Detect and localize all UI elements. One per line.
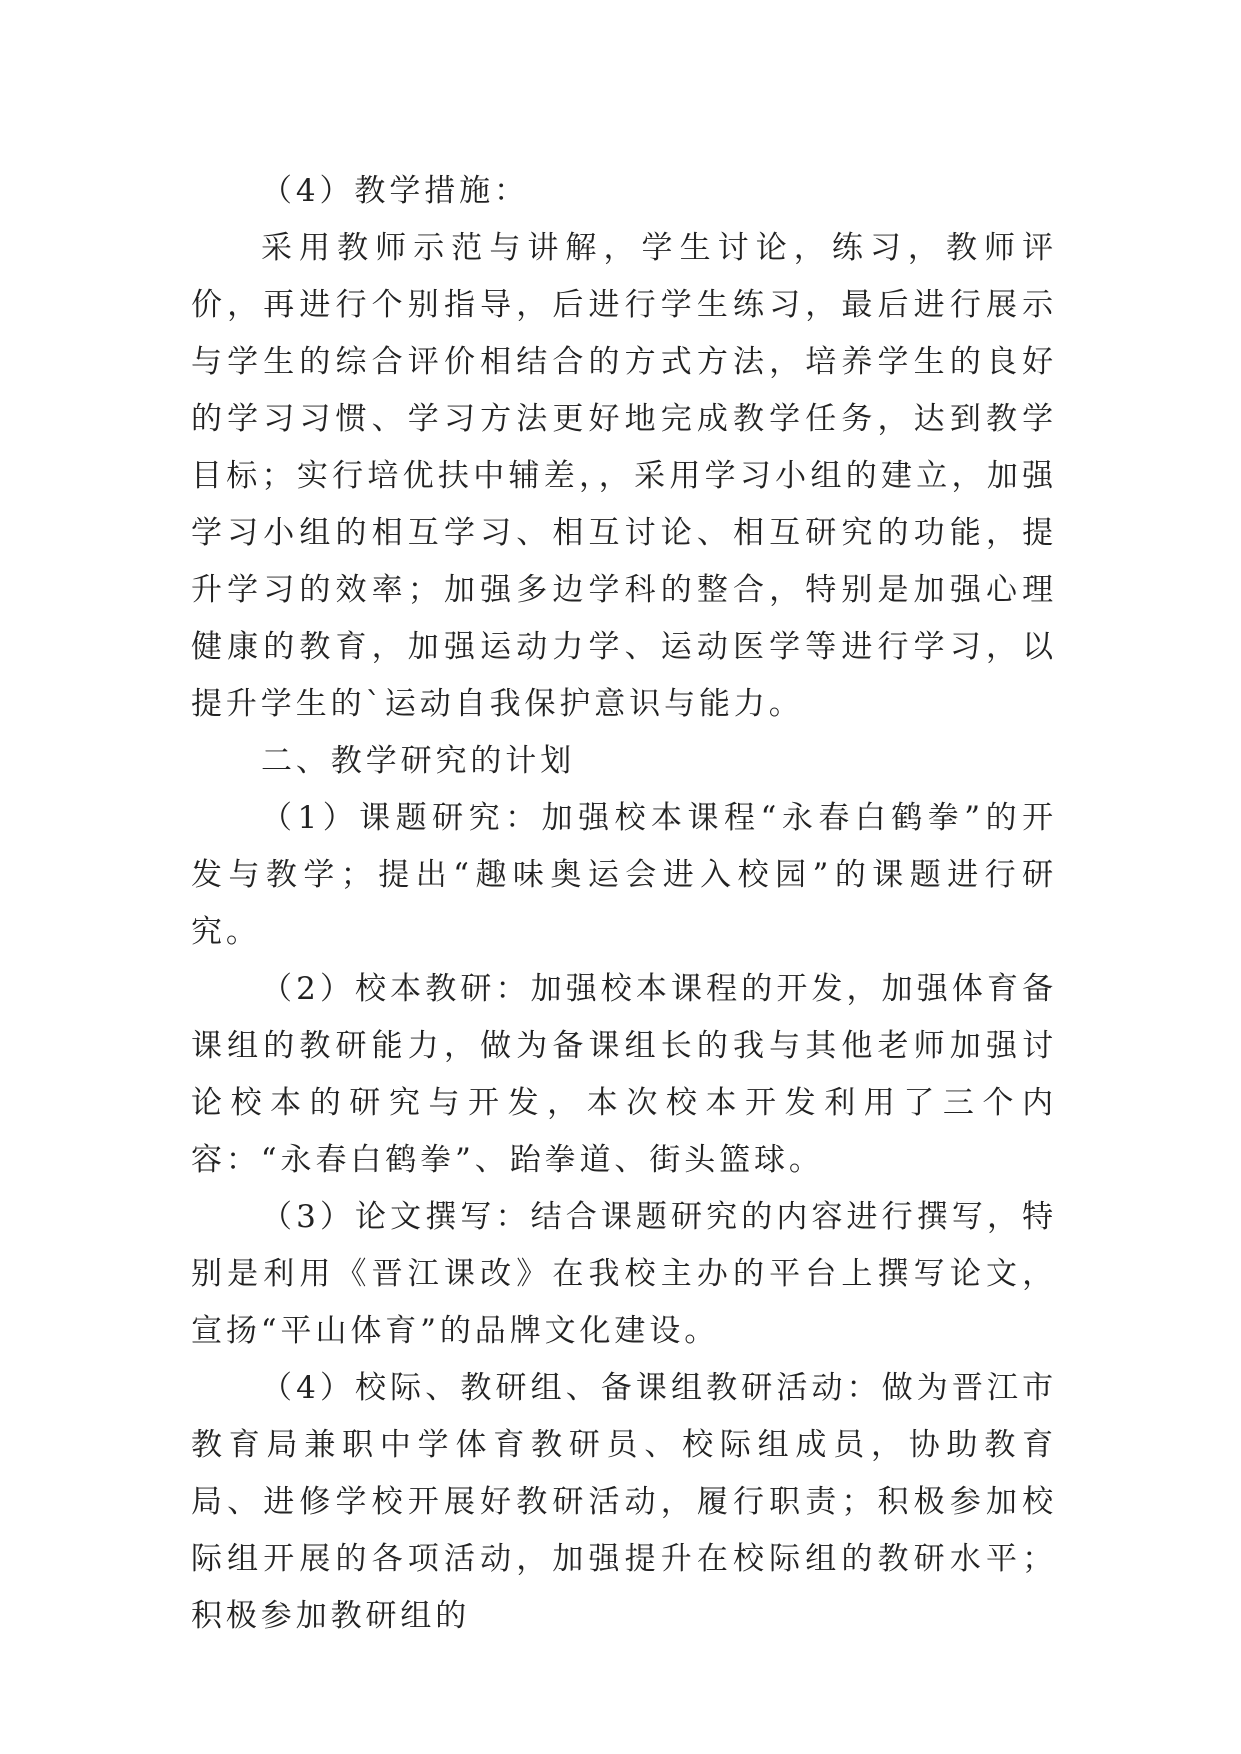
document-body: [191, 163, 1057, 1645]
paragraph-school-based-research: （2）校本教研：加强校本课程的开发，加强体育备课组的教研能力，做为备课组长的我与其他老师加强讨论校本的研究与开发，本次校本开发利用了三个内容：“永春白鹤拳”、跆拳道、街头篮球。: [191, 971, 1057, 1178]
paragraph-teaching-measures-body: 采用教师示范与讲解，学生讨论，练习，教师评价，再进行个别指导，后进行学生练习，最后进行展示与学生的综合评价相结合的方式方法，培养学生的良好的学习习惯、学习方法更好地完成教学任务，达到教学目标；实行培优扶中辅差，，采用学习小组的建立，加强学习小组的相互学习、相互讨论、相互研究的功能，提升学习的效率；加强多边学科的整合，特别是加强心理健康的教育，加强运动力学、运动医学等进行学习，以提升学生的`运动自我保护意识与能力。: [191, 230, 1057, 722]
paragraph-teaching-measures-heading: （4）教学措施：: [261, 173, 529, 209]
section-heading-research-plan: 二、教学研究的计划: [261, 743, 576, 779]
paragraph-topic-research: （1）课题研究：加强校本课程“永春白鹤拳”的开发与教学；提出“趣味奥运会进入校园”的课题进行研究。: [191, 800, 1057, 950]
paragraph-research-activities: （4）校际、教研组、备课组教研活动：做为晋江市教育局兼职中学体育教研员、校际组成员，协助教育局、进修学校开展好教研活动，履行职责；积极参加校际组开展的各项活动，加强提升在校际组的教研水平；积极参加教研组的: [191, 1370, 1057, 1634]
paragraph-paper-writing: （3）论文撰写：结合课题研究的内容进行撰写，特别是利用《晋江课改》在我校主办的平台上撰写论文，宣扬“平山体育”的品牌文化建设。: [191, 1199, 1057, 1349]
